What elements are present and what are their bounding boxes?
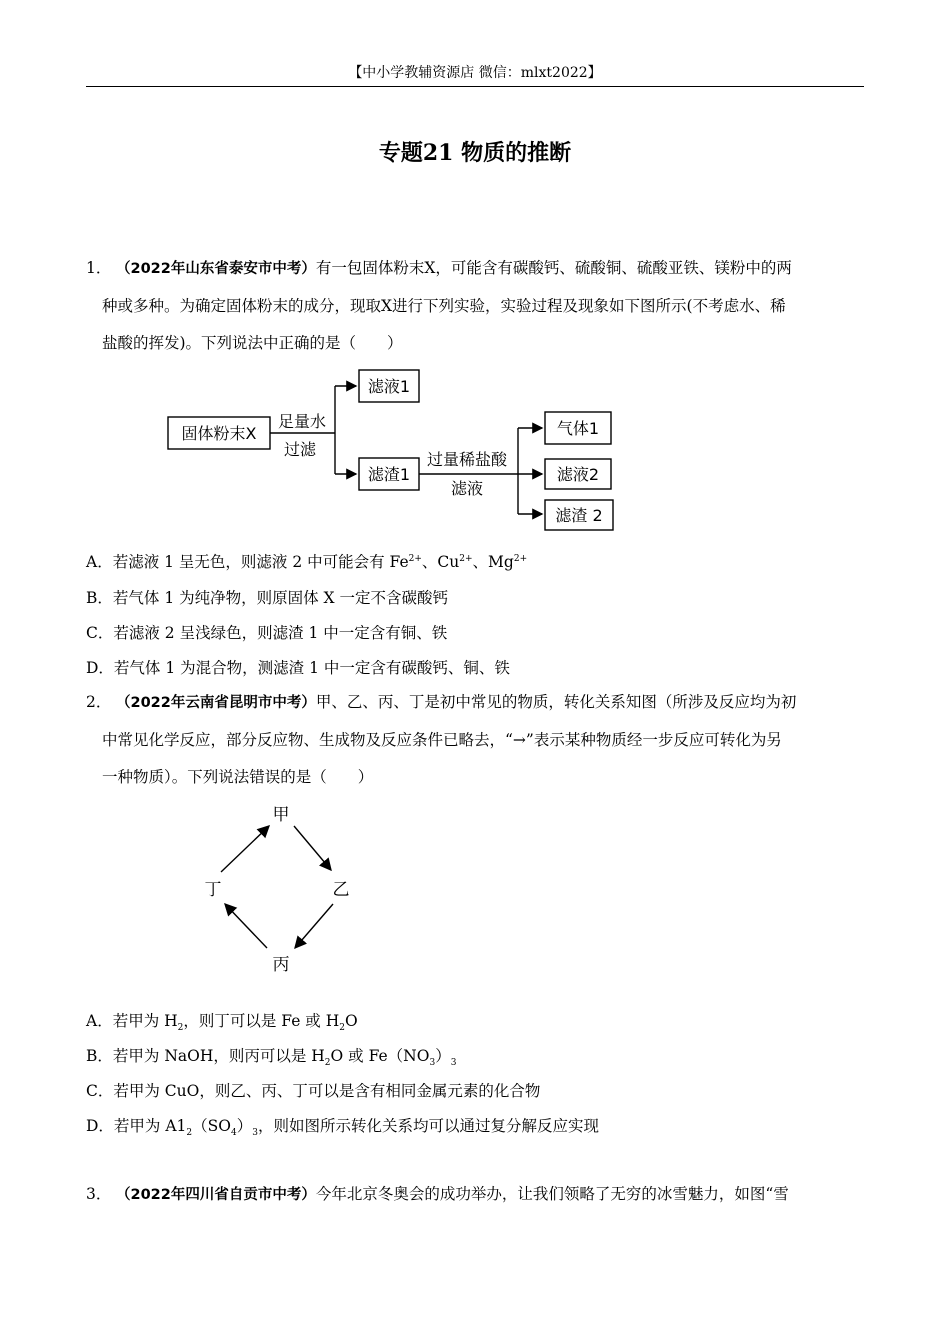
step2-bottom-label: 滤液	[450, 479, 484, 498]
box-filtrate1-label: 滤液1	[367, 377, 411, 396]
node-ding: 丁	[204, 880, 222, 900]
arrow-ding-to-jia	[221, 826, 269, 872]
q2-option-a	[86, 1009, 358, 1033]
q2-option-a-sub-2: 2	[339, 1023, 345, 1034]
header-divider	[86, 86, 864, 87]
q1-option-a-text-3: 、Mg	[472, 553, 514, 571]
box-residue1-label: 滤渣1	[367, 465, 411, 484]
step2-top-label: 过量稀盐酸	[426, 450, 508, 469]
q1-number: 1．	[86, 259, 112, 277]
q1-option-a-sup-3: 2+	[513, 553, 528, 564]
q2-option-b-text-1: B．若甲为 NaOH，则丙可以是 H	[86, 1047, 325, 1065]
q2-option-d-sub-2: 4	[230, 1128, 237, 1139]
box-start-label: 固体粉末X	[181, 424, 257, 443]
q2-line-3: 一种物质）。下列说法错误的是（ ）	[102, 768, 374, 786]
box-residue2-label: 滤渣 2	[555, 506, 603, 525]
q2-option-b-sub-3: 3	[450, 1058, 457, 1069]
box-gas1-label: 气体1	[556, 419, 600, 438]
q1-line-1	[86, 250, 864, 288]
q3-line-1	[86, 1176, 864, 1214]
page-title: 专题21 物质的推断	[378, 140, 572, 166]
q2-option-b-sub-2: 3	[429, 1058, 436, 1069]
q1-line-3: 盐酸的挥发)。下列说法中正确的是（ ）	[102, 334, 403, 352]
q1-option-a-text-2: 、Cu	[421, 553, 460, 571]
q2-option-d	[86, 1114, 599, 1138]
q2-option-a-text-2: ，则丁可以是 Fe 或 H	[183, 1012, 340, 1030]
arrow-jia-to-yi	[294, 826, 331, 870]
q1-source: （2022年山东省泰安市中考）	[116, 261, 316, 277]
q2-number: 2．	[86, 693, 112, 711]
q1-flow-diagram	[160, 364, 630, 534]
q1-text-1: 有一包固体粉末X，可能含有碳酸钙、硫酸铜、硫酸亚铁、镁粉中的两	[315, 259, 792, 277]
step1-bottom-label: 过滤	[283, 440, 317, 459]
q2-option-b-text-3: ）	[435, 1047, 451, 1065]
q1-option-a-text: A．若滤液 1 呈无色，则滤液 2 中可能会有 Fe	[86, 553, 409, 571]
q2-source: （2022年云南省昆明市中考）	[116, 695, 316, 711]
q2-option-d-sub-3: 3	[252, 1128, 258, 1139]
q1-option-c: C．若滤液 2 呈浅绿色，则滤渣 1 中一定含有铜、铁	[86, 624, 448, 642]
q1-line-2: 种或多种。为确定固体粉末的成分，现取X进行下列实验，实验过程及现象如下图所示(不考虑水、稀	[102, 297, 786, 315]
box-filtrate2-label: 滤液2	[556, 465, 600, 484]
question-2	[86, 684, 864, 796]
q2-option-d-text-1: D．若甲为 A1	[86, 1117, 187, 1135]
node-bing: 丙	[272, 955, 290, 975]
q2-option-a-sub-1: 2	[177, 1023, 184, 1034]
q3-source: （2022年四川省自贡市中考）	[116, 1187, 316, 1203]
q2-option-b-sub-1: 2	[324, 1058, 331, 1069]
q3-text-1: 今年北京冬奥会的成功举办，让我们领略了无穷的冰雪魅力，如图“雪	[315, 1185, 789, 1203]
q2-option-d-text-3: ）	[236, 1117, 253, 1135]
q2-text-1: 甲、乙、丙、丁是初中常见的物质，转化关系知图（所涉及反应均为初	[315, 693, 797, 711]
q3-number: 3．	[86, 1185, 112, 1203]
q1-option-b: B．若气体 1 为纯净物，则原固体 X 一定不含碳酸钙	[86, 589, 448, 607]
q2-option-a-text-1: A．若甲为 H	[86, 1012, 178, 1030]
q2-option-c: C．若甲为 CuO，则乙、丙、丁可以是含有相同金属元素的化合物	[86, 1082, 541, 1100]
q1-option-d: D．若气体 1 为混合物，测滤渣 1 中一定含有碳酸钙、铜、铁	[86, 659, 510, 677]
q2-option-d-text-4: ，则如图所示转化关系均可以通过复分解反应实现	[257, 1117, 599, 1135]
node-yi: 乙	[332, 880, 350, 900]
q1-option-a-sup-2: 2+	[459, 553, 473, 564]
question-1	[86, 250, 864, 362]
q2-option-b	[86, 1044, 456, 1068]
page-header: 【中小学教辅资源店 微信：mlxt2022】	[348, 65, 602, 81]
arrow-bing-to-ding	[225, 904, 267, 948]
node-jia: 甲	[272, 805, 290, 825]
q2-line-1	[86, 684, 864, 722]
q2-option-a-text-3: O	[345, 1012, 358, 1030]
q2-option-d-text-2: （SO	[192, 1117, 231, 1135]
q2-option-b-text-2: O 或 Fe（NO	[330, 1047, 430, 1065]
q1-option-a-sup-1: 2+	[408, 553, 422, 564]
q1-option-a	[86, 550, 527, 572]
question-3	[86, 1176, 864, 1214]
step1-top-label: 足量水	[277, 412, 327, 431]
arrow-yi-to-bing	[295, 904, 333, 948]
q2-cycle-diagram	[195, 800, 365, 980]
q2-option-d-sub-1: 2	[186, 1128, 193, 1139]
q2-line-2: 中常见化学反应，部分反应物、生成物及反应条件已略去，“→”表示某种物质经一步反应可转化为另	[102, 731, 782, 749]
